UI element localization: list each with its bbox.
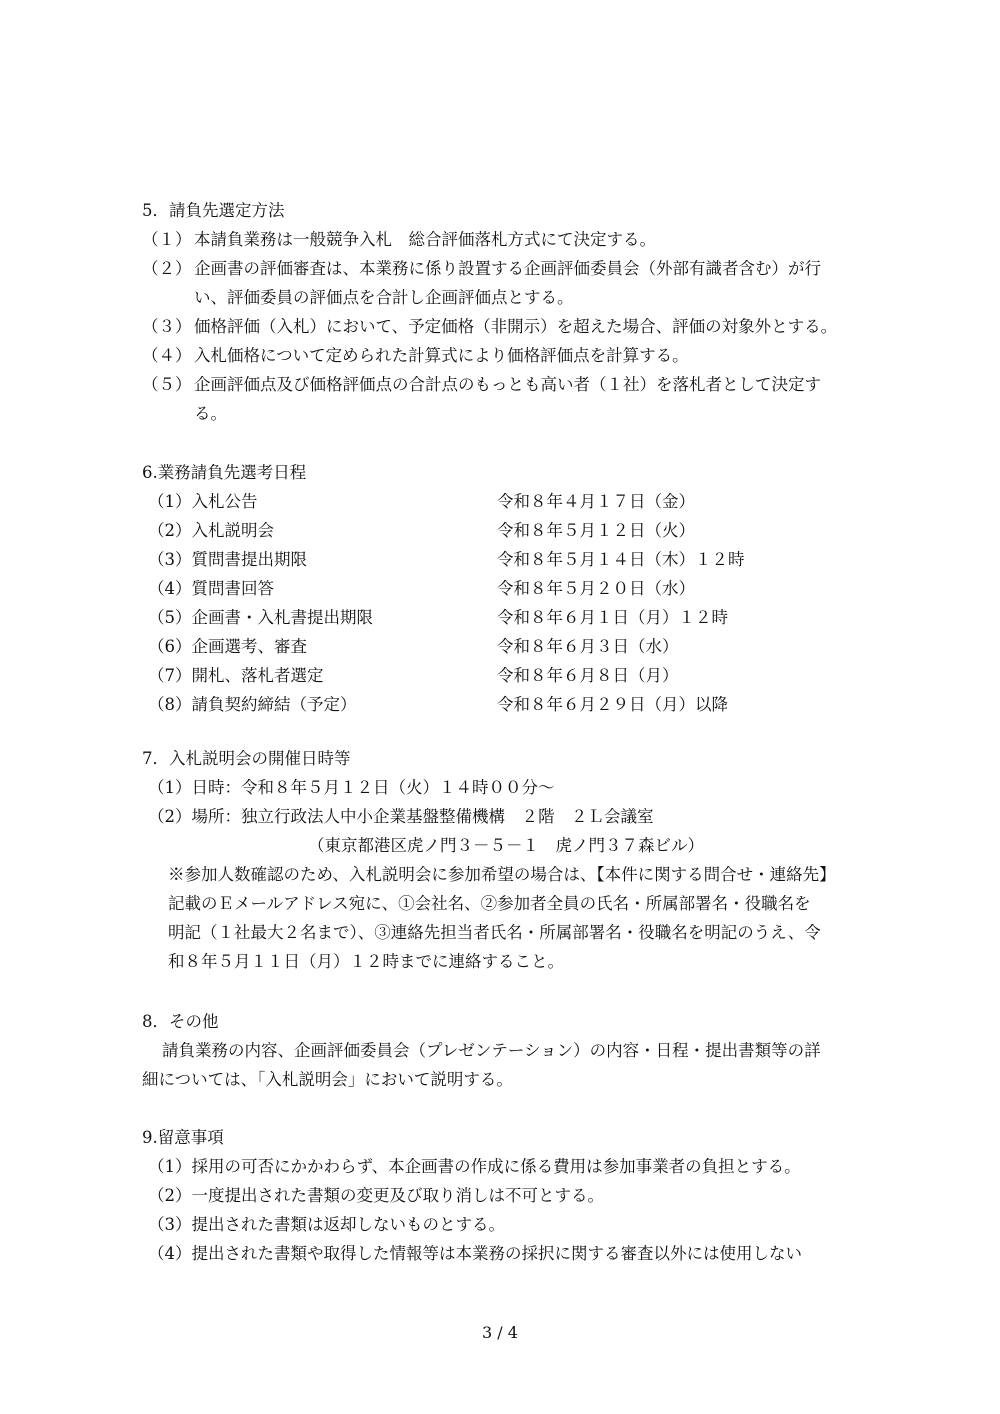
s5-item-3-num: （３） [142, 317, 192, 336]
section-5-heading: 5．請負先選定方法 [142, 201, 285, 220]
s5-item-2-text: 企画書の評価審査は、本業務に係り設置する企画評価委員会（外部有識者含む）が行 [194, 259, 821, 278]
schedule-date: 令和８年６月１日（月）１２時 [497, 608, 728, 627]
schedule-date: 令和８年５月２０日（水） [497, 579, 695, 598]
other-paragraph-line: 請負業務の内容、企画評価委員会（プレゼンテーション）の内容・日程・提出書類等の詳 [162, 1041, 821, 1060]
notice-item: （3）提出された書類は返却しないものとする。 [148, 1215, 505, 1234]
schedule-label: （4）質問書回答 [148, 579, 274, 598]
page-number: 3 / 4 [482, 1323, 518, 1342]
schedule-date: 令和８年６月３日（水） [497, 637, 679, 656]
notice-item: （4）提出された書類や取得した情報等は本業務の採択に関する審査以外には使用しない [148, 1244, 802, 1263]
section-6-heading: 6.業務請負先選考日程 [142, 463, 307, 482]
schedule-label: （7）開札、落札者選定 [148, 666, 324, 685]
other-paragraph-line: 細については、「入札説明会」において説明する。 [142, 1070, 513, 1089]
section-8-heading: 8．その他 [142, 1012, 219, 1031]
briefing-note-line: 記載のＥメールアドレス宛に、①会社名、②参加者全員の氏名・所属部署名・役職名を [168, 894, 811, 913]
schedule-label: （5）企画書・入札書提出期限 [148, 608, 373, 627]
briefing-address: （東京都港区虎ノ門３－５－１ 虎ノ門３７森ビル） [308, 836, 704, 855]
schedule-label: （8）請負契約締結（予定） [148, 695, 357, 714]
schedule-label: （3）質問書提出期限 [148, 550, 307, 569]
briefing-place: （2）場所：独立行政法人中小企業基盤整備機構 ２階 ２Ｌ会議室 [148, 807, 654, 826]
schedule-label: （1）入札公告 [148, 492, 258, 511]
s5-item-2-cont: い、評価委員の評価点を合計し企画評価点とする。 [194, 288, 574, 307]
notice-item: （2）一度提出された書類の変更及び取り消しは不可とする。 [148, 1186, 604, 1205]
schedule-label: （2）入札説明会 [148, 521, 274, 540]
s5-item-4-num: （４） [142, 346, 192, 365]
schedule-date: 令和８年６月２９日（月）以降 [497, 695, 728, 714]
briefing-note-line: 和８年５月１１日（月）１２時までに連絡すること。 [168, 952, 564, 971]
briefing-note-line: 明記（１社最大２名まで）、③連絡先担当者氏名・所属部署名・役職名を明記のうえ、令 [168, 923, 821, 942]
briefing-note-line: ※参加人数確認のため、入札説明会に参加希望の場合は、【本件に関する問合せ・連絡先】 [168, 865, 836, 884]
s5-item-2-num: （２） [142, 259, 192, 278]
schedule-date: 令和８年５月１２日（火） [497, 521, 695, 540]
schedule-label: （6）企画選考、審査 [148, 637, 307, 656]
s5-item-4-text: 入札価格について定められた計算式により価格評価点を計算する。 [194, 346, 689, 365]
s5-item-1-text: 本請負業務は一般競争入札 総合評価落札方式にて決定する。 [194, 230, 656, 249]
section-7-heading: 7．入札説明会の開催日時等 [142, 749, 351, 768]
schedule-date: 令和８年４月１７日（金） [497, 492, 695, 511]
schedule-date: 令和８年６月８日（月） [497, 666, 679, 685]
s5-item-5-num: （５） [142, 375, 192, 394]
s5-item-5-text: 企画評価点及び価格評価点の合計点のもっとも高い者（１社）を落札者として決定す [194, 375, 821, 394]
notice-item: （1）採用の可否にかかわらず、本企画書の作成に係る費用は参加事業者の負担とする。 [148, 1157, 801, 1176]
briefing-datetime: （1）日時：令和８年５月１２日（火）１４時００分～ [148, 778, 555, 797]
s5-item-5-cont: る。 [194, 404, 227, 423]
s5-item-3-text: 価格評価（入札）において、予定価格（非開示）を超えた場合、評価の対象外とする。 [194, 317, 838, 336]
s5-item-1-num: （１） [142, 230, 192, 249]
section-9-heading: 9.留意事項 [142, 1128, 224, 1147]
schedule-date: 令和８年５月１４日（木）１２時 [497, 550, 745, 569]
